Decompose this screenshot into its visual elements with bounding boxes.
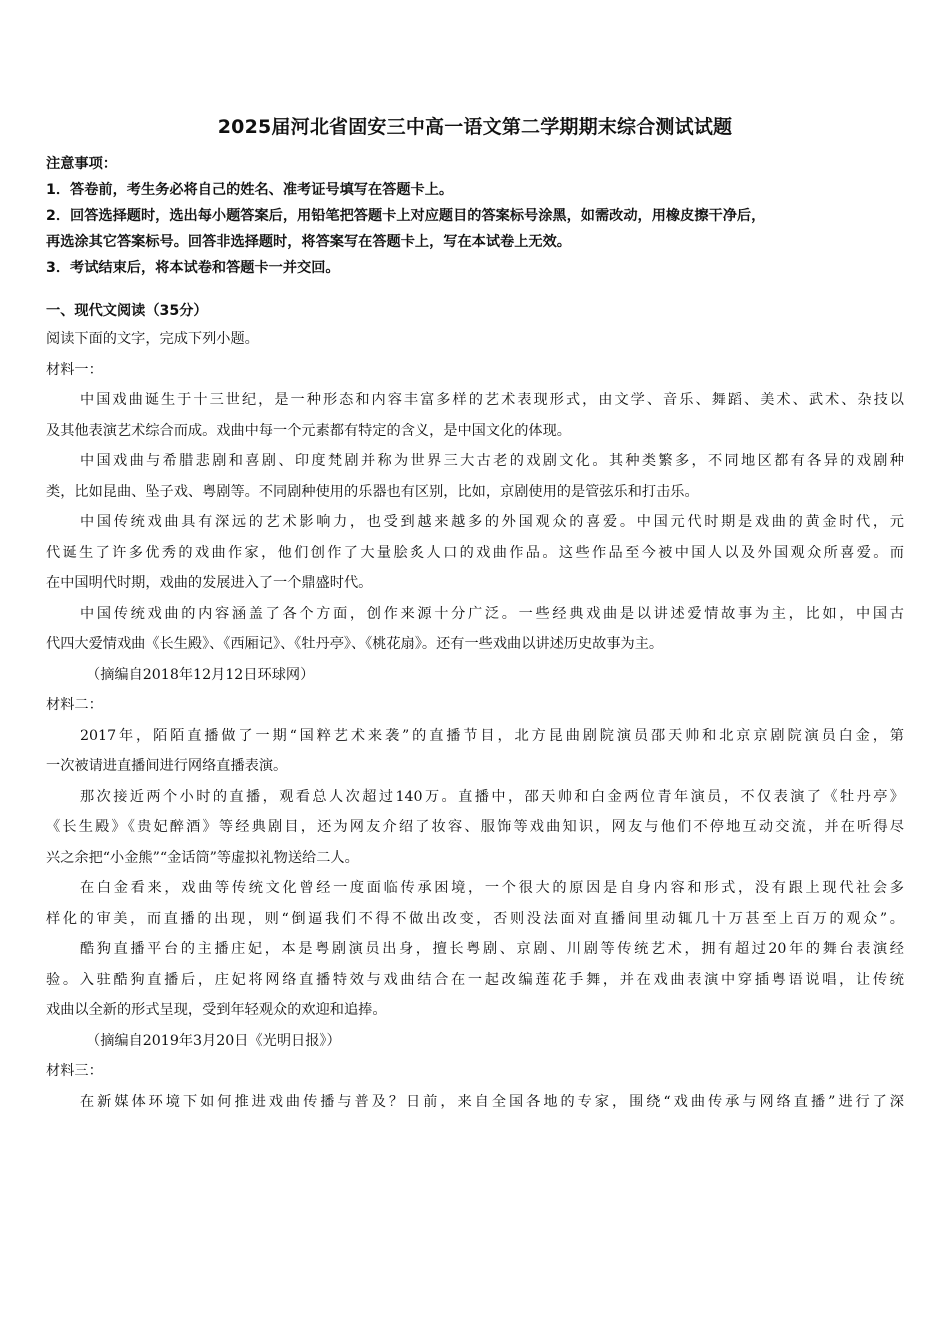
material2-line: 戏曲以全新的形式呈现，受到年轻观众的欢迎和追捧。: [46, 1002, 387, 1018]
material1-line: 中国传统戏曲具有深远的艺术影响力，也受到越来越多的外国观众的喜爱。中国元代时期是戏曲的黄金时代，元: [80, 514, 904, 530]
material2-line: 《长生殿》《贵妃醉酒》等经典剧目，还为网友介绍了妆容、服饰等戏曲知识，网友与他们不停地互动交流，并在听得尽: [46, 819, 904, 835]
section-intro: 阅读下面的文字，完成下列小题。: [46, 331, 259, 347]
material2-line: 2017年，陌陌直播做了一期“国粹艺术来袭”的直播节目，北方昆曲剧院演员邵天帅和北京京剧院演员白金，第: [80, 727, 904, 744]
notes-item-2-cont: 再选涂其它答案标号。回答非选择题时，将答案写在答题卡上，写在本试卷上无效。: [46, 234, 571, 250]
material1-line: 代四大爱情戏曲《长生殿》、《西厢记》、《牡丹亭》、《桃花扇》。还有一些戏曲以讲述历史故事为主。: [46, 636, 664, 652]
notes-heading: 注意事项：: [46, 156, 117, 172]
material2-line: 验。入驻酷狗直播后，庄妃将网络直播特效与戏曲结合在一起改编莲花手舞，并在戏曲表演中穿插粤语说唱，让传统: [46, 971, 904, 988]
material1-line: 类，比如昆曲、坠子戏、粤剧等。不同剧种使用的乐器也有区别，比如，京剧使用的是管弦乐和打击乐。: [46, 483, 699, 500]
material2-line: 那次接近两个小时的直播，观看总人次超过140万。直播中，邵天帅和白金两位青年演员，不仅表演了《牡丹亭》: [80, 788, 904, 805]
section-heading: 一、现代文阅读（35分）: [46, 303, 208, 319]
material2-line: 在白金看来，戏曲等传统文化曾经一度面临传承困境，一个很大的原因是自身内容和形式，没有跟上现代社会多: [80, 880, 904, 896]
material1-line: 中国传统戏曲的内容涵盖了各个方面，创作来源十分广泛。一些经典戏曲是以讲述爱情故事为主，比如，中国古: [80, 605, 904, 622]
material3-label: 材料三：: [46, 1063, 103, 1079]
material2-line: 酷狗直播平台的主播庄妃，本是粤剧演员出身，擅长粤剧、京剧、川剧等传统艺术，拥有超过20年的舞台表演经: [80, 941, 904, 957]
reading-passage: [46, 324, 904, 1117]
notes-item-2: 2．回答选择题时，选出每小题答案后，用铅笔把答题卡上对应题目的答案标号涂黑，如需改动，用橡皮擦干净后，: [46, 208, 766, 224]
notes-block: [46, 151, 906, 281]
material1-label: 材料一：: [46, 361, 103, 378]
material1-line: 中国戏曲与希腊悲剧和喜剧、印度梵剧并称为世界三大古老的戏剧文化。其种类繁多，不同地区都有各异的戏剧种: [80, 453, 904, 469]
material1-source: （摘编自2018年12月12日环球网）: [86, 666, 315, 683]
material2-source: （摘编自2019年3月20日《光明日报》）: [86, 1032, 341, 1049]
material1-line: 中国戏曲诞生于十三世纪，是一种形态和内容丰富多样的艺术表现形式，由文学、音乐、舞蹈、美术、武术、杂技以: [80, 392, 904, 408]
material1-line: 代诞生了许多优秀的戏曲作家，他们创作了大量脍炙人口的戏曲作品。这些作品至今被中国人以及外国观众所喜爱。而: [46, 544, 904, 561]
material3-line: 在新媒体环境下如何推进戏曲传播与普及？日前，来自全国各地的专家，围绕“戏曲传承与网络直播”进行了深: [80, 1093, 904, 1110]
material2-line: 一次被请进直播间进行网络直播表演。: [46, 758, 288, 774]
material1-line: 及其他表演艺术综合而成。戏曲中每一个元素都有特定的含义，是中国文化的体现。: [46, 422, 571, 439]
material2-line: 样化的审美，而直播的出现，则“倒逼我们不得不做出改变，否则没法面对直播间里动辄几十万甚至上百万的观众”。: [46, 910, 904, 927]
material2-label: 材料二：: [46, 697, 103, 713]
exam-title: 2025届河北省固安三中高一语文第二学期期末综合测试试题: [217, 116, 733, 138]
material2-line: 兴之余把“小金熊”“金话筒”等虚拟礼物送给二人。: [46, 849, 359, 866]
notes-item-3: 3．考试结束后，将本试卷和答题卡一并交回。: [46, 260, 340, 276]
notes-item-1: 1．答卷前，考生务必将自己的姓名、准考证号填写在答题卡上。: [46, 182, 454, 198]
material1-line: 在中国明代时期，戏曲的发展进入了一个鼎盛时代。: [46, 575, 373, 591]
